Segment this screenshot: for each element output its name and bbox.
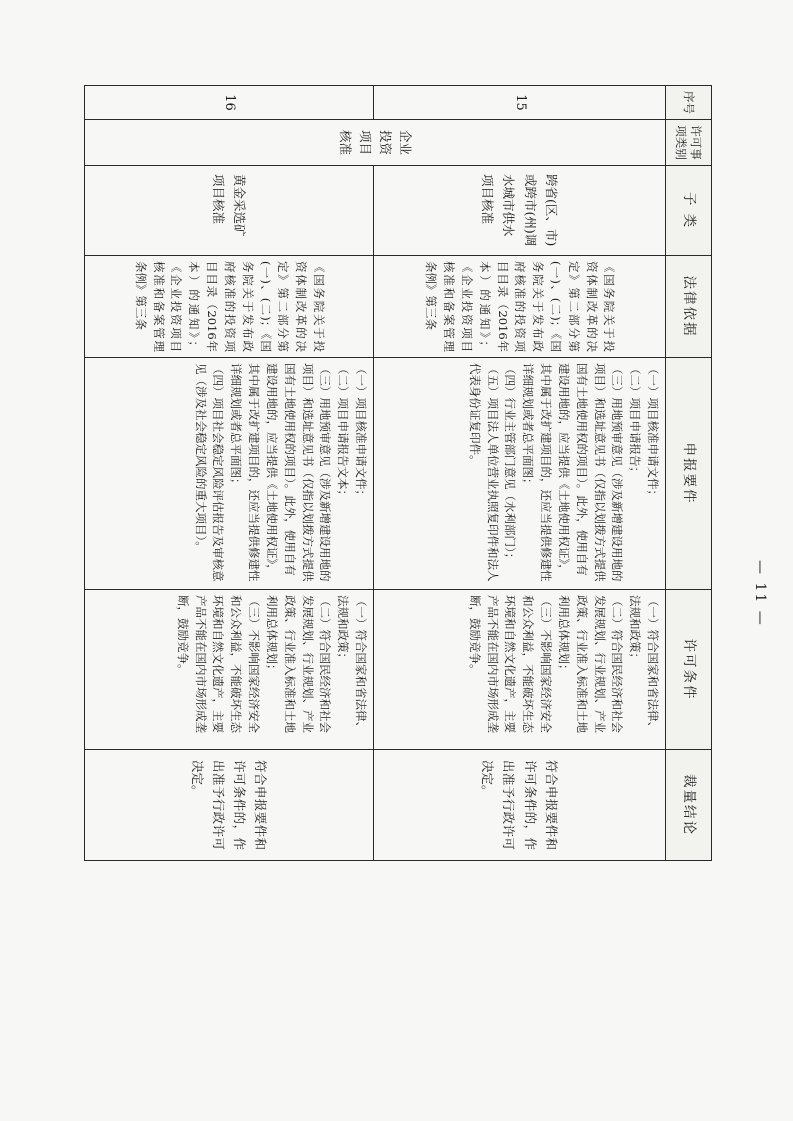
material-item: （五）项目法人单位营业执照复印件和法人代表身份证复印件。 — [467, 363, 500, 582]
row-subitem: 黄金采选矿项目核准 — [85, 166, 374, 256]
material-item: （三）用地预审意见（涉及新增建设用地的项目）和选址意见书（仅指以划拨方式提供国有土地使用权的项目）。此外，使用自有建设用地的，应当提供《土地使用权证》，其中属于改扩建项目的，还应当提供修建性详细规划或者总平面图； — [229, 363, 333, 582]
header-materials: 申报要件 — [666, 358, 712, 590]
material-item: （一）项目核准申请文件； — [646, 363, 660, 501]
rotated-table-sheet — [85, 85, 712, 860]
row-conditions — [374, 590, 666, 750]
row-seq: 16 — [85, 86, 374, 120]
row-conclusion: 符合申报要件和许可条件的，作出准予行政许可决定。 — [374, 750, 666, 861]
table-row — [374, 86, 666, 861]
material-item: （四）项目社会稳定风险评估报告及审核意见（涉及社会稳定风险的重大项目）。 — [193, 363, 226, 582]
row-subitem: 跨省(区、市)或跨市(州)调水城市供水项目核准 — [374, 166, 666, 256]
table-row — [85, 86, 374, 861]
header-seq: 序号 — [666, 86, 712, 120]
header-subitem: 子 类 — [666, 166, 712, 256]
condition-item: （二）符合国民经济和社会发展规划、行业规划、产业政策、行业准入标准和土地利用总体规划； — [264, 595, 333, 733]
table-header-row — [666, 86, 712, 861]
row-materials — [374, 358, 666, 590]
row-conditions — [85, 590, 374, 750]
material-item: （一）项目核准申请文件； — [354, 363, 368, 501]
row-basis: 《国务院关于投资体制改革的决定》第二部分第(一)、(二)；《国务院关于发布政府核准的投资项目目录（2016年本）的通知》；《企业投资项目核准和备案管理条例》第三条 — [374, 256, 666, 358]
header-conditions: 许可条件 — [666, 590, 712, 750]
material-item: （二）项目申请报告文本； — [336, 363, 351, 501]
header-category: 许可事项类别 — [666, 120, 712, 166]
row-basis: 《国务院关于投资体制改革的决定》第二部分第(一)、(二)；《国务院关于发布政府核准的投资项目目录（2016年本）的通知》；《企业投资项目核准和备案管理条例》第三条 — [85, 256, 374, 358]
row-materials — [85, 358, 374, 590]
header-conclusion: 裁量结论 — [666, 750, 712, 861]
header-basis: 法律依据 — [666, 256, 712, 358]
material-item: （三）用地预审意见（涉及新增建设用地的项目）和选址意见书（仅指以划拨方式提供国有土地使用权的项目）。此外，使用自有建设用地的，应当提供《土地使用权证》，其中属于改扩建项目的，还应当提供修建性详细规划或者总平面图； — [521, 363, 625, 582]
material-item: （四）行业主管部门意见（水利部门）； — [503, 363, 518, 565]
condition-item: （三）不影响国家经济安全和公众利益，不能破坏生态环境和自然文化遗产，主要产品不能在国内市场形成垄断，鼓励竞争。 — [175, 595, 262, 733]
category-cell: 企业投资项目核准 — [85, 120, 666, 166]
row-seq: 15 — [374, 86, 666, 120]
license-items-table — [84, 85, 712, 861]
page-number: — 11 — — [752, 560, 768, 627]
condition-item: （一）符合国家和省法律、法规和政策； — [628, 595, 660, 733]
condition-item: （一）符合国家和省法律、法规和政策； — [336, 595, 368, 733]
row-conclusion: 符合申报要件和许可条件的，作出准予行政许可决定。 — [85, 750, 374, 861]
material-item: （二）项目申请报告； — [628, 363, 643, 478]
condition-item: （三）不影响国家经济安全和公众利益，不能破坏生态环境和自然文化遗产，主要产品不能在国内市场形成垄断，鼓励竞争。 — [467, 595, 554, 733]
condition-item: （二）符合国民经济和社会发展规划、行业规划、产业政策、行业准入标准和土地利用总体规划； — [556, 595, 625, 733]
